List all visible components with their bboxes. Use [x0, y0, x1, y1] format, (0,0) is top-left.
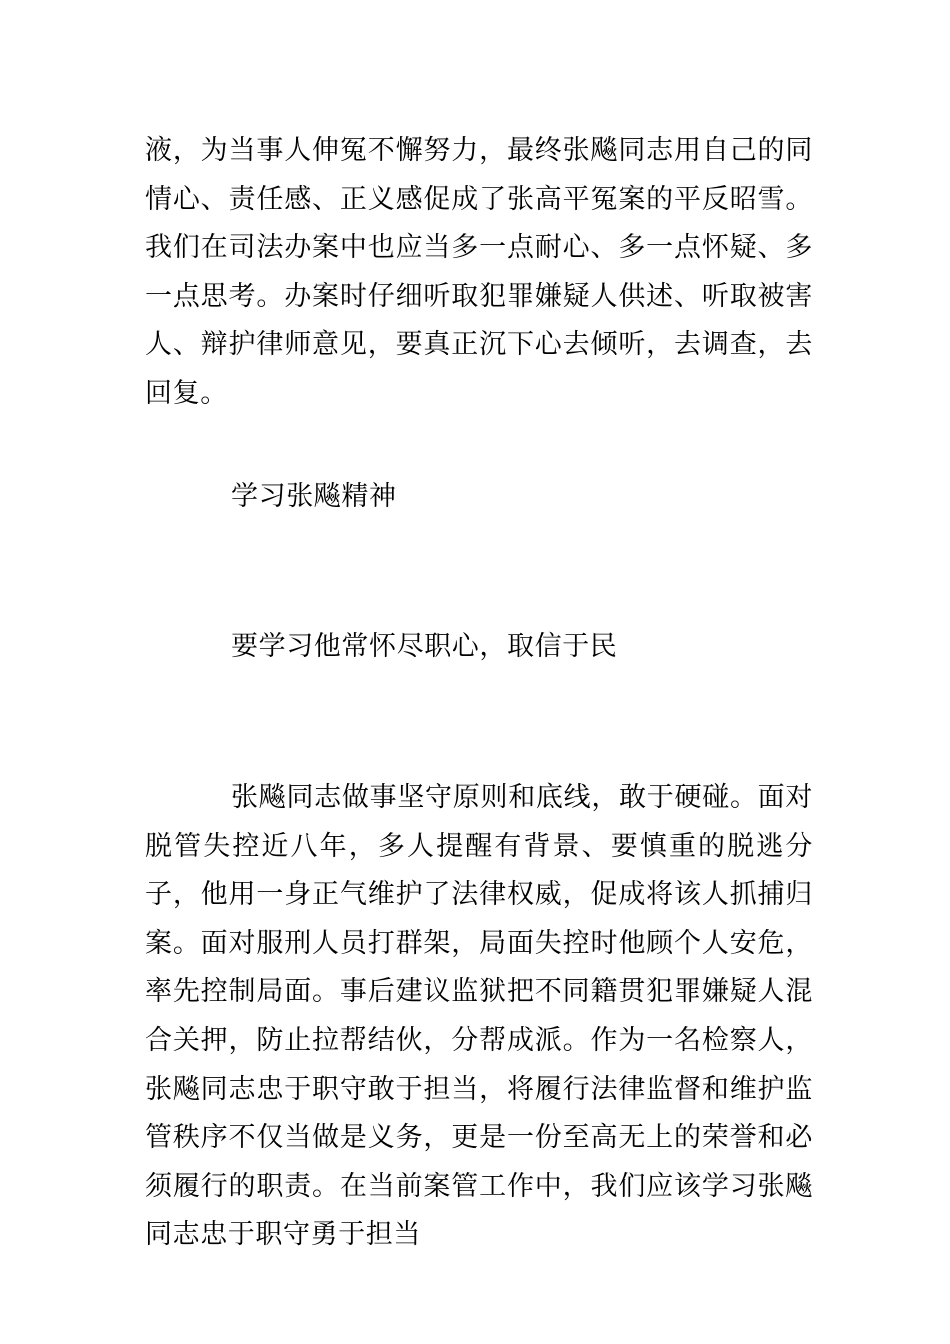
body-paragraph: 张飚同志做事坚守原则和底线，敢于硬碰。面对脱管失控近八年，多人提醒有背景、要慎重的脱逃分子，他用一身正气维护了法律权威，促成将该人抓捕归案。面对服刑人员打群架，局面失控时他顾个人安危，率先控制局面。事后建议监狱把不同籍贯犯罪嫌疑人混合关押，防止拉帮结伙，分帮成派。作为一名检察人，张飚同志忠于职守敢于担当，将履行法律监督和维护监管秩序不仅当做是义务，更是一份至高无上的荣誉和必须履行的职责。在当前案管工作中，我们应该学习张飚同志忠于职守勇于担当: [145, 782, 813, 1251]
subsection-heading: 要学习他常怀尽职心，取信于民: [231, 631, 618, 662]
continuation-paragraph: 液，为当事人伸冤不懈努力，最终张飚同志用自己的同情心、责任感、正义感促成了张高平冤案的平反昭雪。我们在司法办案中也应当多一点耐心、多一点怀疑、多一点思考。办案时仔细听取犯罪嫌疑人供述、听取被害人、辩护律师意见，要真正沉下心去倾听，去调查，去回复。: [145, 135, 813, 409]
section-heading: 学习张飚精神: [231, 481, 397, 512]
